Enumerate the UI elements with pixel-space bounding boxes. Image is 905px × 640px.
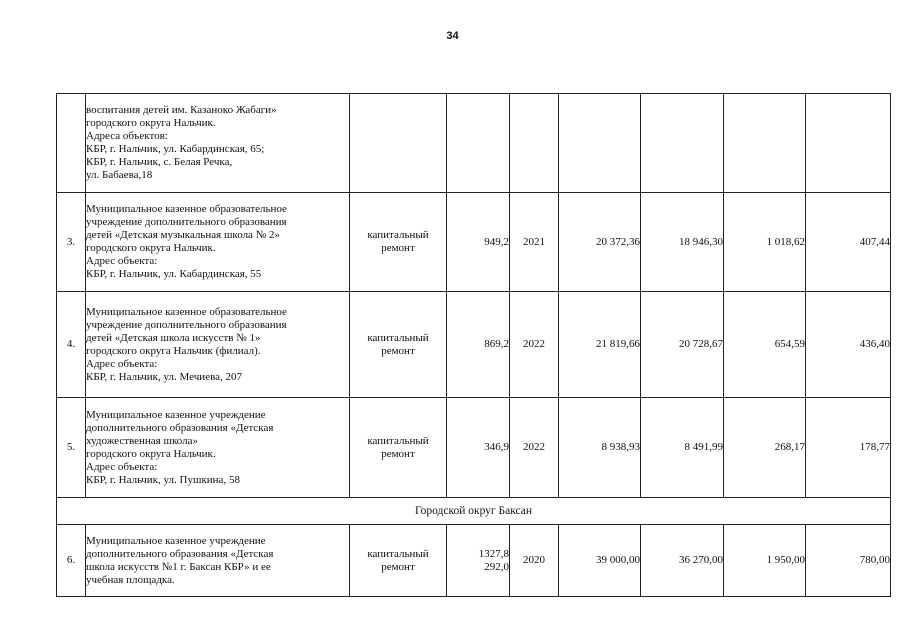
page-number: 34	[446, 30, 459, 42]
year-value: 2022	[510, 292, 559, 398]
local-funds: 407,44	[806, 193, 891, 292]
area-value	[447, 94, 510, 193]
area-value: 869,2	[447, 292, 510, 398]
object-name-line: Адрес объекта:	[86, 460, 158, 473]
total-cost: 21 819,66	[559, 292, 641, 398]
object-name-line: Муниципальное казенное образовательное	[86, 305, 287, 318]
object-name-line: городского округа Нальчик.	[86, 447, 216, 460]
year-value: 2021	[510, 193, 559, 292]
local-funds: 178,77	[806, 398, 891, 498]
federal-funds	[641, 94, 724, 193]
object-name-line: воспитания детей им. Казаноко Жабаги»	[86, 104, 277, 116]
area-value-secondary: 292,0	[484, 560, 509, 573]
object-name-line: КБР, г. Нальчик, ул. Кабардинская, 55	[86, 268, 262, 280]
work-type	[350, 94, 447, 193]
section-title: Городской округ Баксан	[57, 498, 891, 525]
object-name-line: учреждение дополнительного образования	[86, 216, 287, 228]
table-row	[57, 94, 891, 193]
object-name-line: дополнительного образования «Детская	[86, 421, 274, 434]
object-name-line: Муниципальное казенное учреждение	[86, 534, 266, 547]
object-name-line: КБР, г. Нальчик, ул. Мечиева, 207	[86, 370, 243, 383]
area-value-main: 1327,8	[478, 547, 509, 560]
total-cost: 20 372,36	[559, 193, 641, 292]
local-funds	[806, 94, 891, 193]
regional-funds: 1 018,62	[724, 193, 806, 292]
row-number	[57, 94, 86, 193]
year-value	[510, 94, 559, 193]
total-cost	[559, 94, 641, 193]
object-name	[86, 292, 350, 398]
object-name-line: городского округа Нальчик.	[86, 117, 216, 129]
row-number: 5.	[57, 398, 86, 498]
object-name	[86, 94, 350, 193]
total-cost: 8 938,93	[559, 398, 641, 498]
object-name-line: Адрес объекта:	[86, 357, 158, 370]
row-number: 3.	[57, 193, 86, 292]
local-funds: 436,40	[806, 292, 891, 398]
object-name	[86, 525, 350, 597]
object-name-line: ул. Бабаева,18	[86, 169, 153, 181]
object-name-line: городского округа Нальчик.	[86, 242, 216, 254]
area-value: 949,2	[447, 193, 510, 292]
object-name-line: КБР, г. Нальчик, с. Белая Речка,	[86, 156, 233, 168]
section-row	[57, 498, 891, 525]
federal-funds: 20 728,67	[641, 292, 724, 398]
area-value: 346,9	[447, 398, 510, 498]
row-number: 6.	[57, 525, 86, 597]
object-name-line: Муниципальное казенное образовательное	[86, 203, 287, 215]
object-name-line: КБР, г. Нальчик, ул. Пушкина, 58	[86, 473, 240, 486]
object-name-line: городского округа Нальчик (филиал).	[86, 344, 261, 357]
table-row	[57, 525, 891, 597]
regional-funds: 268,17	[724, 398, 806, 498]
object-name-line: художественная школа»	[86, 434, 198, 447]
regional-funds	[724, 94, 806, 193]
row-number: 4.	[57, 292, 86, 398]
object-name-line: учебная площадка.	[86, 573, 175, 586]
object-name-line: Адрес объекта:	[86, 255, 158, 267]
federal-funds: 18 946,30	[641, 193, 724, 292]
federal-funds: 8 491,99	[641, 398, 724, 498]
total-cost: 39 000,00	[559, 525, 641, 597]
object-name	[86, 398, 350, 498]
table-row	[57, 193, 891, 292]
table-row	[57, 292, 891, 398]
year-value: 2020	[510, 525, 559, 597]
object-name	[86, 193, 350, 292]
work-type: капитальный ремонт	[350, 292, 447, 398]
federal-funds: 36 270,00	[641, 525, 724, 597]
work-type: капитальный ремонт	[350, 193, 447, 292]
area-value	[447, 525, 510, 597]
work-type: капитальный ремонт	[350, 398, 447, 498]
object-name-line: школа искусств №1 г. Баксан КБР» и ее	[86, 560, 271, 573]
regional-funds: 654,59	[724, 292, 806, 398]
object-name-line: детей «Детская школа искусств № 1»	[86, 331, 261, 344]
work-type: капитальный ремонт	[350, 525, 447, 597]
year-value: 2022	[510, 398, 559, 498]
object-name-line: КБР, г. Нальчик, ул. Кабардинская, 65;	[86, 143, 265, 155]
object-name-line: детей «Детская музыкальная школа № 2»	[86, 229, 280, 241]
regional-funds: 1 950,00	[724, 525, 806, 597]
object-name-line: дополнительного образования «Детская	[86, 547, 274, 560]
local-funds: 780,00	[806, 525, 891, 597]
objects-table	[56, 93, 891, 597]
object-name-line: учреждение дополнительного образования	[86, 318, 287, 331]
object-name-line: Адреса объектов:	[86, 130, 168, 142]
table-row	[57, 398, 891, 498]
object-name-line: Муниципальное казенное учреждение	[86, 408, 266, 421]
